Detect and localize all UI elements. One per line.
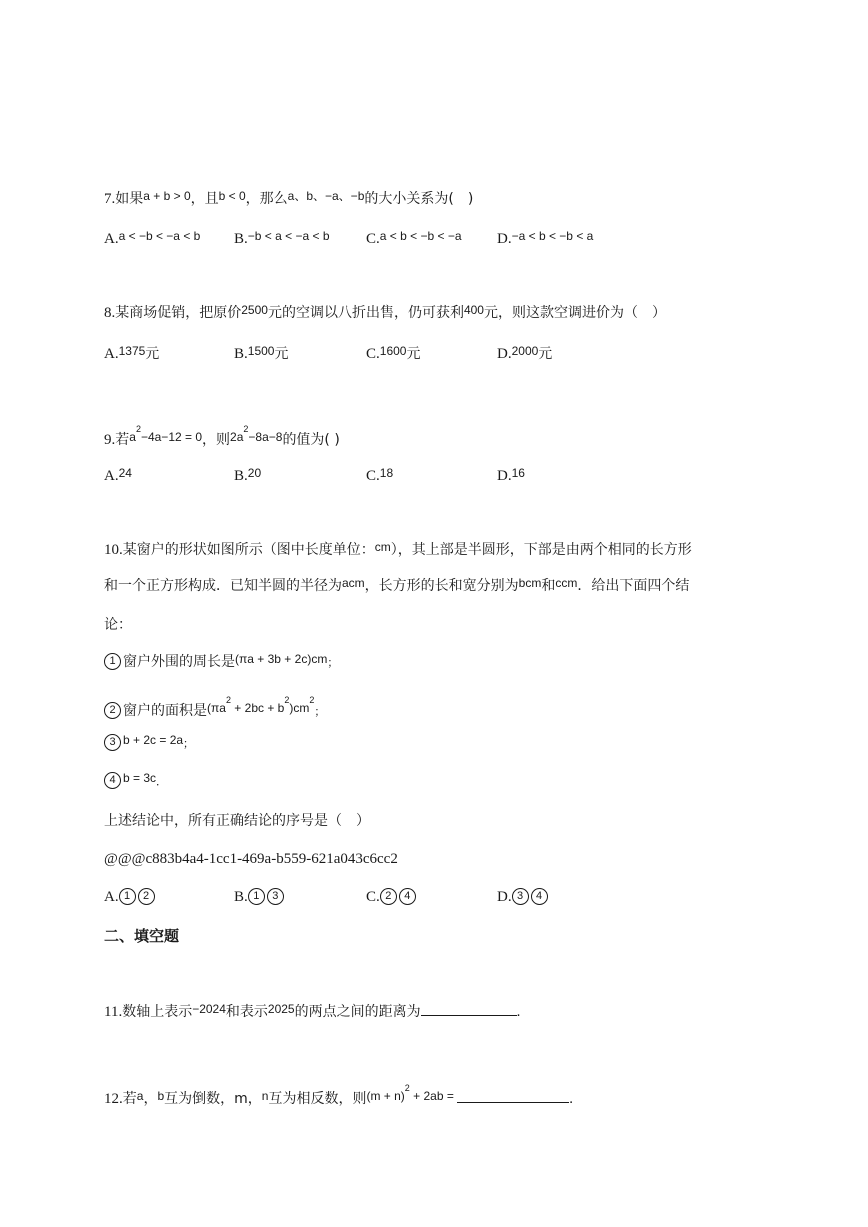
uid-text: @@@c883b4a4-1cc1-469a-b559-621a043c6cc2	[104, 851, 398, 867]
option-text: 24	[118, 466, 132, 480]
math-expression: (πa	[207, 701, 226, 715]
question-text: 元的空调以八折出售，仍可获利	[267, 305, 464, 321]
option-label: A.	[104, 468, 119, 484]
option-c	[366, 343, 420, 364]
option-text: 16	[511, 466, 525, 480]
question-text: 的大小关系为( )	[364, 191, 474, 207]
option-unit: 元	[406, 346, 421, 362]
punctuation: ．	[156, 775, 168, 788]
option-b	[234, 465, 261, 486]
question-text: 某窗户的形状如图所示（图中长度单位：	[122, 542, 375, 558]
circled-number: 3	[267, 888, 284, 905]
circled-number: 3	[512, 888, 529, 905]
option-number: 1600	[379, 344, 407, 358]
question-text: 和表示	[225, 1004, 268, 1020]
question-text: ，则	[202, 432, 231, 448]
math-expression: ccm	[555, 576, 578, 590]
question-text: 互为相反数，则	[268, 1091, 367, 1107]
option-label: D.	[497, 231, 512, 247]
question-uid	[104, 848, 398, 869]
option-label: C.	[366, 231, 380, 247]
option-label: A.	[104, 346, 119, 362]
question-number: 10.	[104, 542, 123, 558]
conclusion-3	[104, 732, 194, 754]
question-10-line-3	[104, 614, 132, 635]
math-expression: b = 3c	[123, 771, 157, 785]
option-text: a < b < −b < −a	[379, 229, 462, 243]
math-expression: a	[129, 430, 136, 444]
question-text: ，且	[190, 191, 219, 207]
question-text: ，	[143, 1091, 158, 1107]
option-text: 20	[247, 466, 262, 480]
option-b	[234, 343, 288, 364]
question-text: 某商场促销，把原价	[115, 305, 242, 321]
option-unit: 元	[538, 346, 553, 362]
question-text: ），其上部是半圆形，下部是由两个相同的长方形	[390, 542, 692, 558]
superscript: 2	[225, 695, 231, 705]
circled-number: 4	[104, 772, 121, 789]
question-12	[104, 1084, 573, 1109]
math-expression: acm	[342, 576, 365, 590]
question-text: 的值为( )	[282, 432, 340, 448]
punctuation: ；	[314, 705, 326, 718]
math-expression: + 2ab =	[409, 1089, 458, 1103]
math-expression: b < 0	[218, 189, 246, 203]
conclusion-text: 窗户外围的周长是	[123, 654, 235, 670]
question-7	[104, 188, 473, 209]
circled-number: 3	[104, 734, 121, 751]
punctuation: .	[516, 1004, 521, 1020]
question-8	[104, 302, 666, 323]
math-expression: (πa + 3b + 2c)cm	[235, 652, 328, 666]
conclusion-4	[104, 770, 167, 792]
circled-number: 4	[531, 888, 548, 905]
conclusion-2	[104, 696, 325, 722]
option-a	[104, 465, 132, 486]
option-number: 2000	[511, 344, 539, 358]
superscript: 2	[243, 424, 249, 434]
option-label: C.	[366, 468, 380, 484]
question-text: 上述结论中，所有正确结论的序号是（ ）	[104, 813, 370, 829]
option-d	[497, 465, 525, 486]
math-expression: 2025	[267, 1002, 295, 1016]
math-expression: a、b、−a、−b	[287, 189, 365, 203]
circled-number: 2	[138, 888, 155, 905]
answer-blank[interactable]	[421, 1001, 517, 1016]
option-a	[104, 228, 200, 249]
question-text: 互为倒数，m，	[164, 1091, 262, 1107]
math-expression: b + 2c = 2a	[123, 733, 184, 747]
circled-number: 1	[248, 888, 265, 905]
option-label: A.	[104, 889, 119, 905]
question-text: 论：	[104, 617, 132, 633]
question-11	[104, 1001, 520, 1022]
option-label: B.	[234, 346, 248, 362]
circled-number: 1	[104, 653, 121, 670]
punctuation: ；	[183, 737, 195, 750]
option-c	[366, 886, 418, 907]
conclusion-1	[104, 651, 338, 673]
circled-number: 2	[104, 702, 121, 719]
option-a	[104, 886, 157, 907]
option-text: −b < a < −a < b	[247, 229, 330, 243]
option-b	[234, 886, 286, 907]
question-text: 和	[541, 578, 556, 594]
option-label: A.	[104, 231, 119, 247]
option-label: D.	[497, 346, 512, 362]
option-text: −a < b < −b < a	[511, 229, 594, 243]
option-label: C.	[366, 346, 380, 362]
option-d	[497, 343, 552, 364]
question-text: 和一个正方形构成．已知半圆的半径为	[104, 578, 342, 594]
question-9	[104, 425, 340, 450]
math-expression: + 2bc + b	[230, 701, 285, 715]
option-unit: 元	[274, 346, 289, 362]
math-expression: n	[261, 1089, 269, 1103]
question-text: 元，则这款空调进价为（ ）	[483, 305, 666, 321]
option-text: a < −b < −a < b	[118, 229, 201, 243]
option-label: B.	[234, 231, 248, 247]
math-expression: )cm	[289, 701, 310, 715]
math-expression: −2024	[192, 1002, 226, 1016]
question-10-line-1	[104, 539, 692, 560]
option-c	[366, 465, 393, 486]
question-text: 的两点之间的距离为	[294, 1004, 421, 1020]
question-number: 8.	[104, 305, 116, 321]
question-text: ．给出下面四个结	[577, 578, 690, 594]
question-number: 9.	[104, 432, 116, 448]
option-label: D.	[497, 889, 512, 905]
circled-number: 1	[119, 888, 136, 905]
superscript: 2	[309, 695, 315, 705]
option-label: C.	[366, 889, 380, 905]
superscript: 2	[404, 1083, 410, 1093]
math-expression: bcm	[518, 576, 542, 590]
option-c	[366, 228, 462, 249]
option-number: 1500	[247, 344, 275, 358]
question-number: 7.	[104, 191, 116, 207]
conclusion-text: 窗户的面积是	[123, 703, 207, 719]
math-expression: cm	[374, 540, 391, 554]
math-expression: −8a−8	[248, 430, 283, 444]
superscript: 2	[284, 695, 290, 705]
question-text: 若	[115, 432, 130, 448]
math-expression: a	[136, 1089, 144, 1103]
option-label: B.	[234, 468, 248, 484]
math-expression: 400	[463, 303, 484, 317]
math-expression: b	[157, 1089, 165, 1103]
option-label: B.	[234, 889, 248, 905]
option-a	[104, 343, 159, 364]
question-10-ask	[104, 810, 370, 831]
question-text: 数轴上表示	[122, 1004, 193, 1020]
option-unit: 元	[145, 346, 160, 362]
math-expression: (m + n)	[366, 1089, 405, 1103]
circled-number: 4	[399, 888, 416, 905]
question-text: ，那么	[245, 191, 288, 207]
circled-number: 2	[380, 888, 397, 905]
option-d	[497, 228, 593, 249]
section-heading: 二、填空题	[104, 927, 180, 945]
superscript: 2	[135, 424, 141, 434]
question-text: 若	[122, 1091, 137, 1107]
option-label: D.	[497, 468, 512, 484]
math-expression: −4a−12 = 0	[140, 430, 203, 444]
question-text: ，长方形的长和宽分别为	[364, 578, 519, 594]
punctuation: ；	[327, 656, 339, 669]
math-expression: 2500	[241, 303, 268, 317]
punctuation: .	[569, 1091, 573, 1107]
answer-blank[interactable]	[457, 1088, 569, 1103]
option-d	[497, 886, 550, 907]
question-number: 11.	[104, 1004, 123, 1020]
question-10-line-2	[104, 575, 689, 596]
math-expression: 2a	[230, 430, 244, 444]
option-b	[234, 228, 330, 249]
math-expression: a + b > 0	[143, 189, 191, 203]
option-number: 1375	[118, 344, 146, 358]
option-text: 18	[379, 466, 394, 480]
question-number: 12.	[104, 1091, 123, 1107]
question-text: 如果	[115, 191, 144, 207]
